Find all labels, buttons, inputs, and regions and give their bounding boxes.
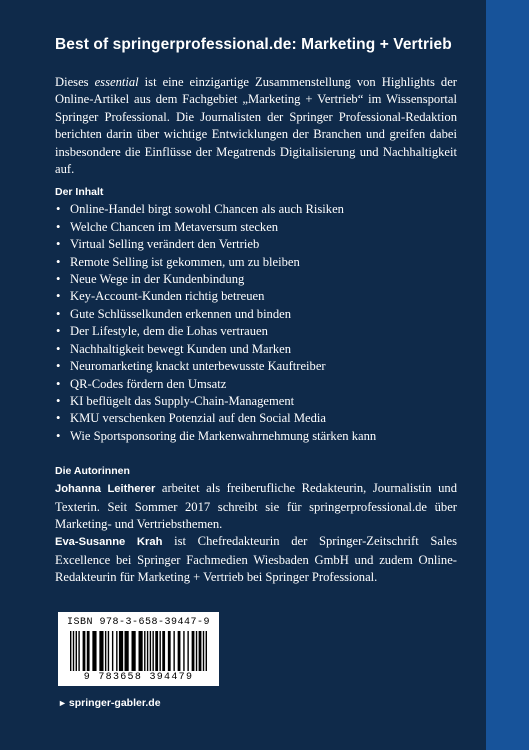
author-name: Johanna Leitherer bbox=[55, 483, 156, 496]
contents-item: • Nachhaltigkeit bewegt Kunden und Marken bbox=[55, 341, 457, 358]
contents-item: • KMU verschenken Potenzial auf den Social Media bbox=[55, 410, 457, 427]
contents-item: • QR-Codes fördern den Umsatz bbox=[55, 376, 457, 393]
contents-item: • KI beflügelt das Supply-Chain-Management bbox=[55, 393, 457, 410]
barcode-bar bbox=[108, 631, 109, 671]
barcode-bar bbox=[206, 631, 207, 671]
back-cover-content bbox=[55, 36, 457, 587]
ean-digits: 9 783658 394479 bbox=[83, 672, 194, 683]
contents-item: • Der Lifestyle, dem die Lohas vertrauen bbox=[55, 323, 457, 340]
website-url: springer-gabler.de bbox=[68, 697, 161, 709]
isbn-label: ISBN 978-3-658-39447-9 bbox=[66, 617, 211, 628]
intro-essential-word: essential bbox=[94, 75, 139, 89]
barcode-bar bbox=[99, 631, 103, 671]
contents-item: • Neue Wege in der Kundenbindung bbox=[55, 271, 457, 288]
contents-item: • Gute Schlüsselkunden erkennen und binden bbox=[55, 306, 457, 323]
book-title: Best of springerprofessional.de: Marketing + Vertrieb bbox=[55, 36, 452, 53]
barcode-bar bbox=[147, 631, 148, 671]
barcode-bar bbox=[155, 631, 158, 671]
barcode-bar bbox=[203, 631, 204, 671]
contents-item: • Remote Selling ist gekommen, um zu bleiben bbox=[55, 254, 457, 271]
barcode-bar bbox=[139, 631, 143, 671]
barcode-bar bbox=[196, 631, 197, 671]
spine-color-strip bbox=[486, 0, 529, 750]
barcode-bar bbox=[87, 631, 90, 671]
barcode-bar bbox=[199, 631, 202, 671]
intro-paragraph bbox=[55, 74, 457, 178]
barcode-bar bbox=[83, 631, 86, 671]
barcode-bar bbox=[168, 631, 171, 671]
barcode-bar bbox=[70, 631, 71, 671]
contents-item: • Online-Handel birgt sowohl Chancen als auch Risiken bbox=[55, 201, 457, 218]
isbn-barcode bbox=[58, 612, 219, 686]
author-name: Eva-Susanne Krah bbox=[55, 536, 163, 549]
barcode-bar bbox=[125, 631, 129, 671]
contents-item: • Wie Sportsponsoring die Markenwahrnehmung stärken kann bbox=[55, 428, 457, 445]
barcode-bar bbox=[112, 631, 113, 671]
contents-item: • Virtual Selling verändert den Vertrieb bbox=[55, 236, 457, 253]
publisher-website[interactable] bbox=[58, 697, 161, 709]
author-entry bbox=[55, 533, 457, 586]
barcode-bar bbox=[152, 631, 153, 671]
author-bio: arbeitet als freiberufliche Redakteurin, Journalistin und Texterin. Seit Sommer 2017 schreibt sie für springerprofessional.de über Marketing- und Vertriebsthemen. bbox=[55, 481, 458, 531]
intro-text-start: Dieses bbox=[55, 75, 95, 89]
authors-heading: Die Autorinnen bbox=[55, 465, 130, 478]
contents-item: • Neuromarketing knackt unterbewusste Kauftreiber bbox=[55, 358, 457, 375]
barcode-bar bbox=[78, 631, 79, 671]
contents-list bbox=[55, 201, 457, 445]
barcode-bar bbox=[162, 631, 165, 671]
author-bio: ist Chefredakteurin der Springer-Zeitschrift Sales Excellence bei Springer Fachmedien Wiesbaden GmbH und zudem Online-Redakteurin für Marketing + Vertrieb bei Springer Professional. bbox=[55, 534, 457, 585]
barcode-bar bbox=[116, 631, 117, 671]
barcode-bar bbox=[192, 631, 195, 671]
arrow-right-icon: ► bbox=[58, 698, 67, 708]
barcode-bar bbox=[159, 631, 160, 671]
barcode-bar bbox=[187, 631, 188, 671]
barcode-bar bbox=[178, 631, 181, 671]
barcode-bars bbox=[70, 631, 207, 671]
barcode-bar bbox=[173, 631, 174, 671]
authors-section bbox=[55, 480, 457, 586]
barcode-bar bbox=[132, 631, 136, 671]
barcode-bar bbox=[144, 631, 145, 671]
contents-item: • Key-Account-Kunden richtig betreuen bbox=[55, 288, 457, 305]
barcode-bar bbox=[76, 631, 77, 671]
contents-item: • Welche Chancen im Metaversum stecken bbox=[55, 219, 457, 236]
barcode-bar bbox=[119, 631, 123, 671]
barcode-bar bbox=[150, 631, 151, 671]
barcode-bar bbox=[73, 631, 74, 671]
barcode-bar bbox=[92, 631, 96, 671]
intro-text-rest: ist eine einzigartige Zusammenstellung von Highlights der Online-Artikel aus dem Fachgebiet „Marketing + Vertrieb“ im Wissensportal Springer Professional. Die Journalisten der Springer Professional-Redaktion berichten darin über wichtige Entwicklungen der Branchen und greifen dabei insbesondere die Einflüsse der Megatrends Digitalisierung und Nachhaltigkeit auf. bbox=[55, 75, 457, 177]
barcode-bar bbox=[105, 631, 106, 671]
barcode-bar bbox=[183, 631, 184, 671]
contents-heading: Der Inhalt bbox=[55, 186, 104, 199]
author-entry bbox=[55, 480, 457, 533]
